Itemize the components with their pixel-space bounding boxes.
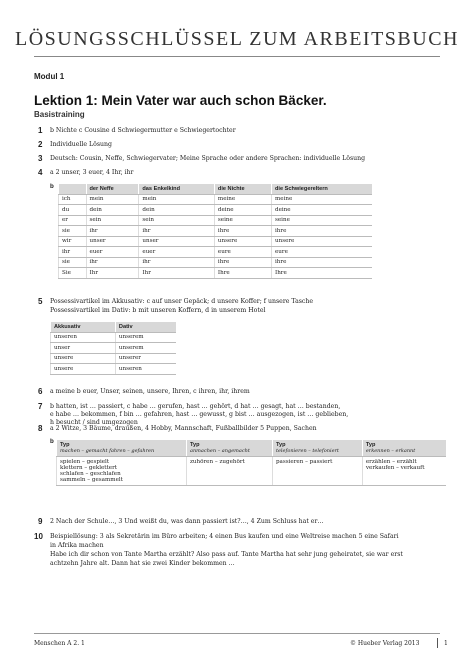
exercise-1-text: b Nichte c Cousine d Schwiegermutter e Schwiegertochter <box>50 127 236 134</box>
table-header: der Neffe <box>86 184 139 194</box>
table-cell: dein <box>139 205 215 216</box>
table-cell: ich <box>59 194 87 205</box>
table-row <box>59 226 373 237</box>
lektion-heading: Lektion 1: Mein Vater war auch schon Bäcker. <box>34 93 327 108</box>
table-row <box>59 215 373 226</box>
table-cell: ihr <box>139 226 215 237</box>
table-row <box>51 332 177 343</box>
table-row <box>59 194 373 205</box>
table-cell: unsere <box>214 236 271 247</box>
table-header-example: telefonieren – telefoniert <box>275 448 339 454</box>
table-cell: deine <box>272 205 373 216</box>
table-header: das Enkelkind <box>139 184 215 194</box>
table-cell: mein <box>86 194 139 205</box>
footer-copyright: © Hueber Verlag 2013 <box>350 640 420 647</box>
exercise-6-text: a meine b euer, Unser, seinen, unsere, Ihren, c ihren, ihr, ihrem <box>50 388 250 395</box>
verb-type-table <box>56 440 446 486</box>
exercise-5-line1: Possessivartikel im Akkusativ: c auf unser Gepäck; d unsere Koffer; f unsere Tasche <box>50 298 314 305</box>
table-cell: passieren – passiert <box>272 457 362 486</box>
table-header-title: Typ <box>275 442 286 448</box>
table-header-title: Typ <box>365 442 376 448</box>
table-row <box>51 353 177 364</box>
table-header <box>272 440 362 457</box>
exercise-number: 8 <box>38 424 43 433</box>
section-heading: Basistraining <box>34 110 85 119</box>
exercise-9-text: 2 Nach der Schule…, 3 Und weißt du, was dann passiert ist?…, 4 Zum Schluss hat er… <box>50 518 324 525</box>
table-cell: eure <box>272 247 373 258</box>
exercise-10-line1: Beispiellösung: 3 als Sekretärin im Büro arbeiten; 4 einen Bus kaufen und eine Weltreise machen 5 eine Safari <box>50 533 399 540</box>
exercise-number: 7 <box>38 402 43 411</box>
table-cell: seine <box>272 215 373 226</box>
exercise-3-text: Deutsch: Cousin, Neffe, Schwiegervater; Meine Sprache oder andere Sprachen: individuelle Lösung <box>50 155 366 162</box>
exercise-10-line3: Habe ich dir schon von Tante Martha erzählt? Also pass auf. Tante Martha hat sehr jung geheiratet, sie war erst <box>50 551 403 558</box>
table-header <box>59 184 87 194</box>
footer-divider <box>34 633 440 634</box>
table-cell: erzählen – erzählt verkaufen – verkauft <box>362 457 446 486</box>
table-cell: unser <box>86 236 139 247</box>
exercise-7-line3: h besucht / sind umgezogen <box>50 419 138 426</box>
table-cell: ihr <box>86 226 139 237</box>
table-cell: unser <box>51 343 116 354</box>
table-cell: du <box>59 205 87 216</box>
table-cell: sie <box>59 257 87 268</box>
table-cell: er <box>59 215 87 226</box>
table-cell: dein <box>86 205 139 216</box>
table-cell: sein <box>139 215 215 226</box>
table-cell: ihre <box>272 257 373 268</box>
table-cell: unsere <box>272 236 373 247</box>
exercise-10-line2: in Afrika machen <box>50 542 104 549</box>
exercise-4b-label: b <box>50 183 54 190</box>
table-header-title: Typ <box>60 442 70 448</box>
table-cell: meine <box>214 194 271 205</box>
table-cell: euer <box>86 247 139 258</box>
table-row <box>59 236 373 247</box>
table-cell: ihr <box>139 257 215 268</box>
exercise-number: 5 <box>38 297 43 306</box>
table-header-example: erkennen – erkannt <box>365 448 416 454</box>
table-cell: wir <box>59 236 87 247</box>
table-cell: unser <box>139 236 215 247</box>
table-header-example: anmachen – angemacht <box>189 448 250 454</box>
table-header: Dativ <box>115 322 176 332</box>
table-cell: Ihr <box>86 268 139 279</box>
table-cell: Ihre <box>272 268 373 279</box>
title-divider <box>34 56 440 57</box>
table-header <box>362 440 446 457</box>
table-cell: spielen – gespielt klettern – geklettert schlafen – geschlafen sammeln – gesammelt <box>57 457 187 486</box>
table-cell: Sie <box>59 268 87 279</box>
table-row <box>59 268 373 279</box>
exercise-8b-label: b <box>50 438 54 445</box>
table-cell: euer <box>139 247 215 258</box>
table-cell: unsere <box>51 353 116 364</box>
table-header-title: Typ <box>189 442 200 448</box>
table-cell: ihr <box>59 247 87 258</box>
exercise-7-line2: e habe … bekommen, f bin … gefahren, hast … gewusst, g bist … ausgezogen, ist … geblieben, <box>50 411 349 418</box>
exercise-number: 4 <box>38 168 43 177</box>
exercise-number: 10 <box>34 532 43 541</box>
table-cell: ihre <box>214 257 271 268</box>
table-cell: ihr <box>86 257 139 268</box>
table-cell: eure <box>214 247 271 258</box>
exercise-8a-text: a 2 Witze, 3 Bäume, draußen, 4 Hobby, Mannschaft, Fußballbilder 5 Puppen, Sachen <box>50 425 317 432</box>
table-cell: mein <box>139 194 215 205</box>
exercise-number: 9 <box>38 517 43 526</box>
exercise-4a-text: a 2 unser, 3 euer, 4 Ihr, ihr <box>50 169 134 176</box>
exercise-number: 2 <box>38 140 43 149</box>
table-header <box>186 440 272 457</box>
footer-page-number: 1 <box>444 640 448 647</box>
table-cell: unsere <box>51 364 116 375</box>
table-header: Akkusativ <box>51 322 116 332</box>
table-cell: seine <box>214 215 271 226</box>
table-row <box>59 247 373 258</box>
exercise-number: 1 <box>38 126 43 135</box>
modul-heading: Modul 1 <box>34 72 65 81</box>
table-cell: Ihre <box>214 268 271 279</box>
table-cell: unserem <box>115 343 176 354</box>
page-title: LÖSUNGSSCHLÜSSEL ZUM ARBEITSBUCH <box>15 28 459 50</box>
table-cell: Ihr <box>139 268 215 279</box>
table-header <box>57 440 187 457</box>
table-header-example: machen – gemacht fahren – gefahren <box>60 448 155 454</box>
exercise-number: 3 <box>38 154 43 163</box>
table-cell: unseren <box>51 332 116 343</box>
footer-separator <box>437 638 438 648</box>
table-cell: ihre <box>214 226 271 237</box>
exercise-5-line2: Possessivartikel im Dativ: b mit unseren Koffern, d in unserem Hotel <box>50 307 266 314</box>
table-row <box>59 257 373 268</box>
table-cell: ihre <box>272 226 373 237</box>
exercise-7-line1: b hatten, ist … passiert, c habe … gerufen, hast … gehört, d hat … gesagt, hat … bestanden, <box>50 403 341 410</box>
exercise-number: 6 <box>38 387 43 396</box>
possessive-table <box>58 184 372 279</box>
table-cell: sein <box>86 215 139 226</box>
table-row <box>59 205 373 216</box>
table-cell: unserem <box>115 332 176 343</box>
exercise-2-text: Individuelle Lösung <box>50 141 112 148</box>
table-cell: deine <box>214 205 271 216</box>
exercise-10-line4: achtzehn Jahre alt. Dann hat sie zwei Kinder bekommen … <box>50 560 235 567</box>
table-row <box>51 364 177 375</box>
table-cell: sie <box>59 226 87 237</box>
case-table <box>50 322 176 375</box>
table-cell: meine <box>272 194 373 205</box>
table-cell: unseren <box>115 364 176 375</box>
footer-book-title: Menschen A 2. 1 <box>34 640 85 647</box>
table-cell: zuhören – zugehört <box>186 457 272 486</box>
table-header: die Schwiegereltern <box>272 184 373 194</box>
table-cell: unserer <box>115 353 176 364</box>
table-row <box>51 343 177 354</box>
table-header: die Nichte <box>214 184 271 194</box>
